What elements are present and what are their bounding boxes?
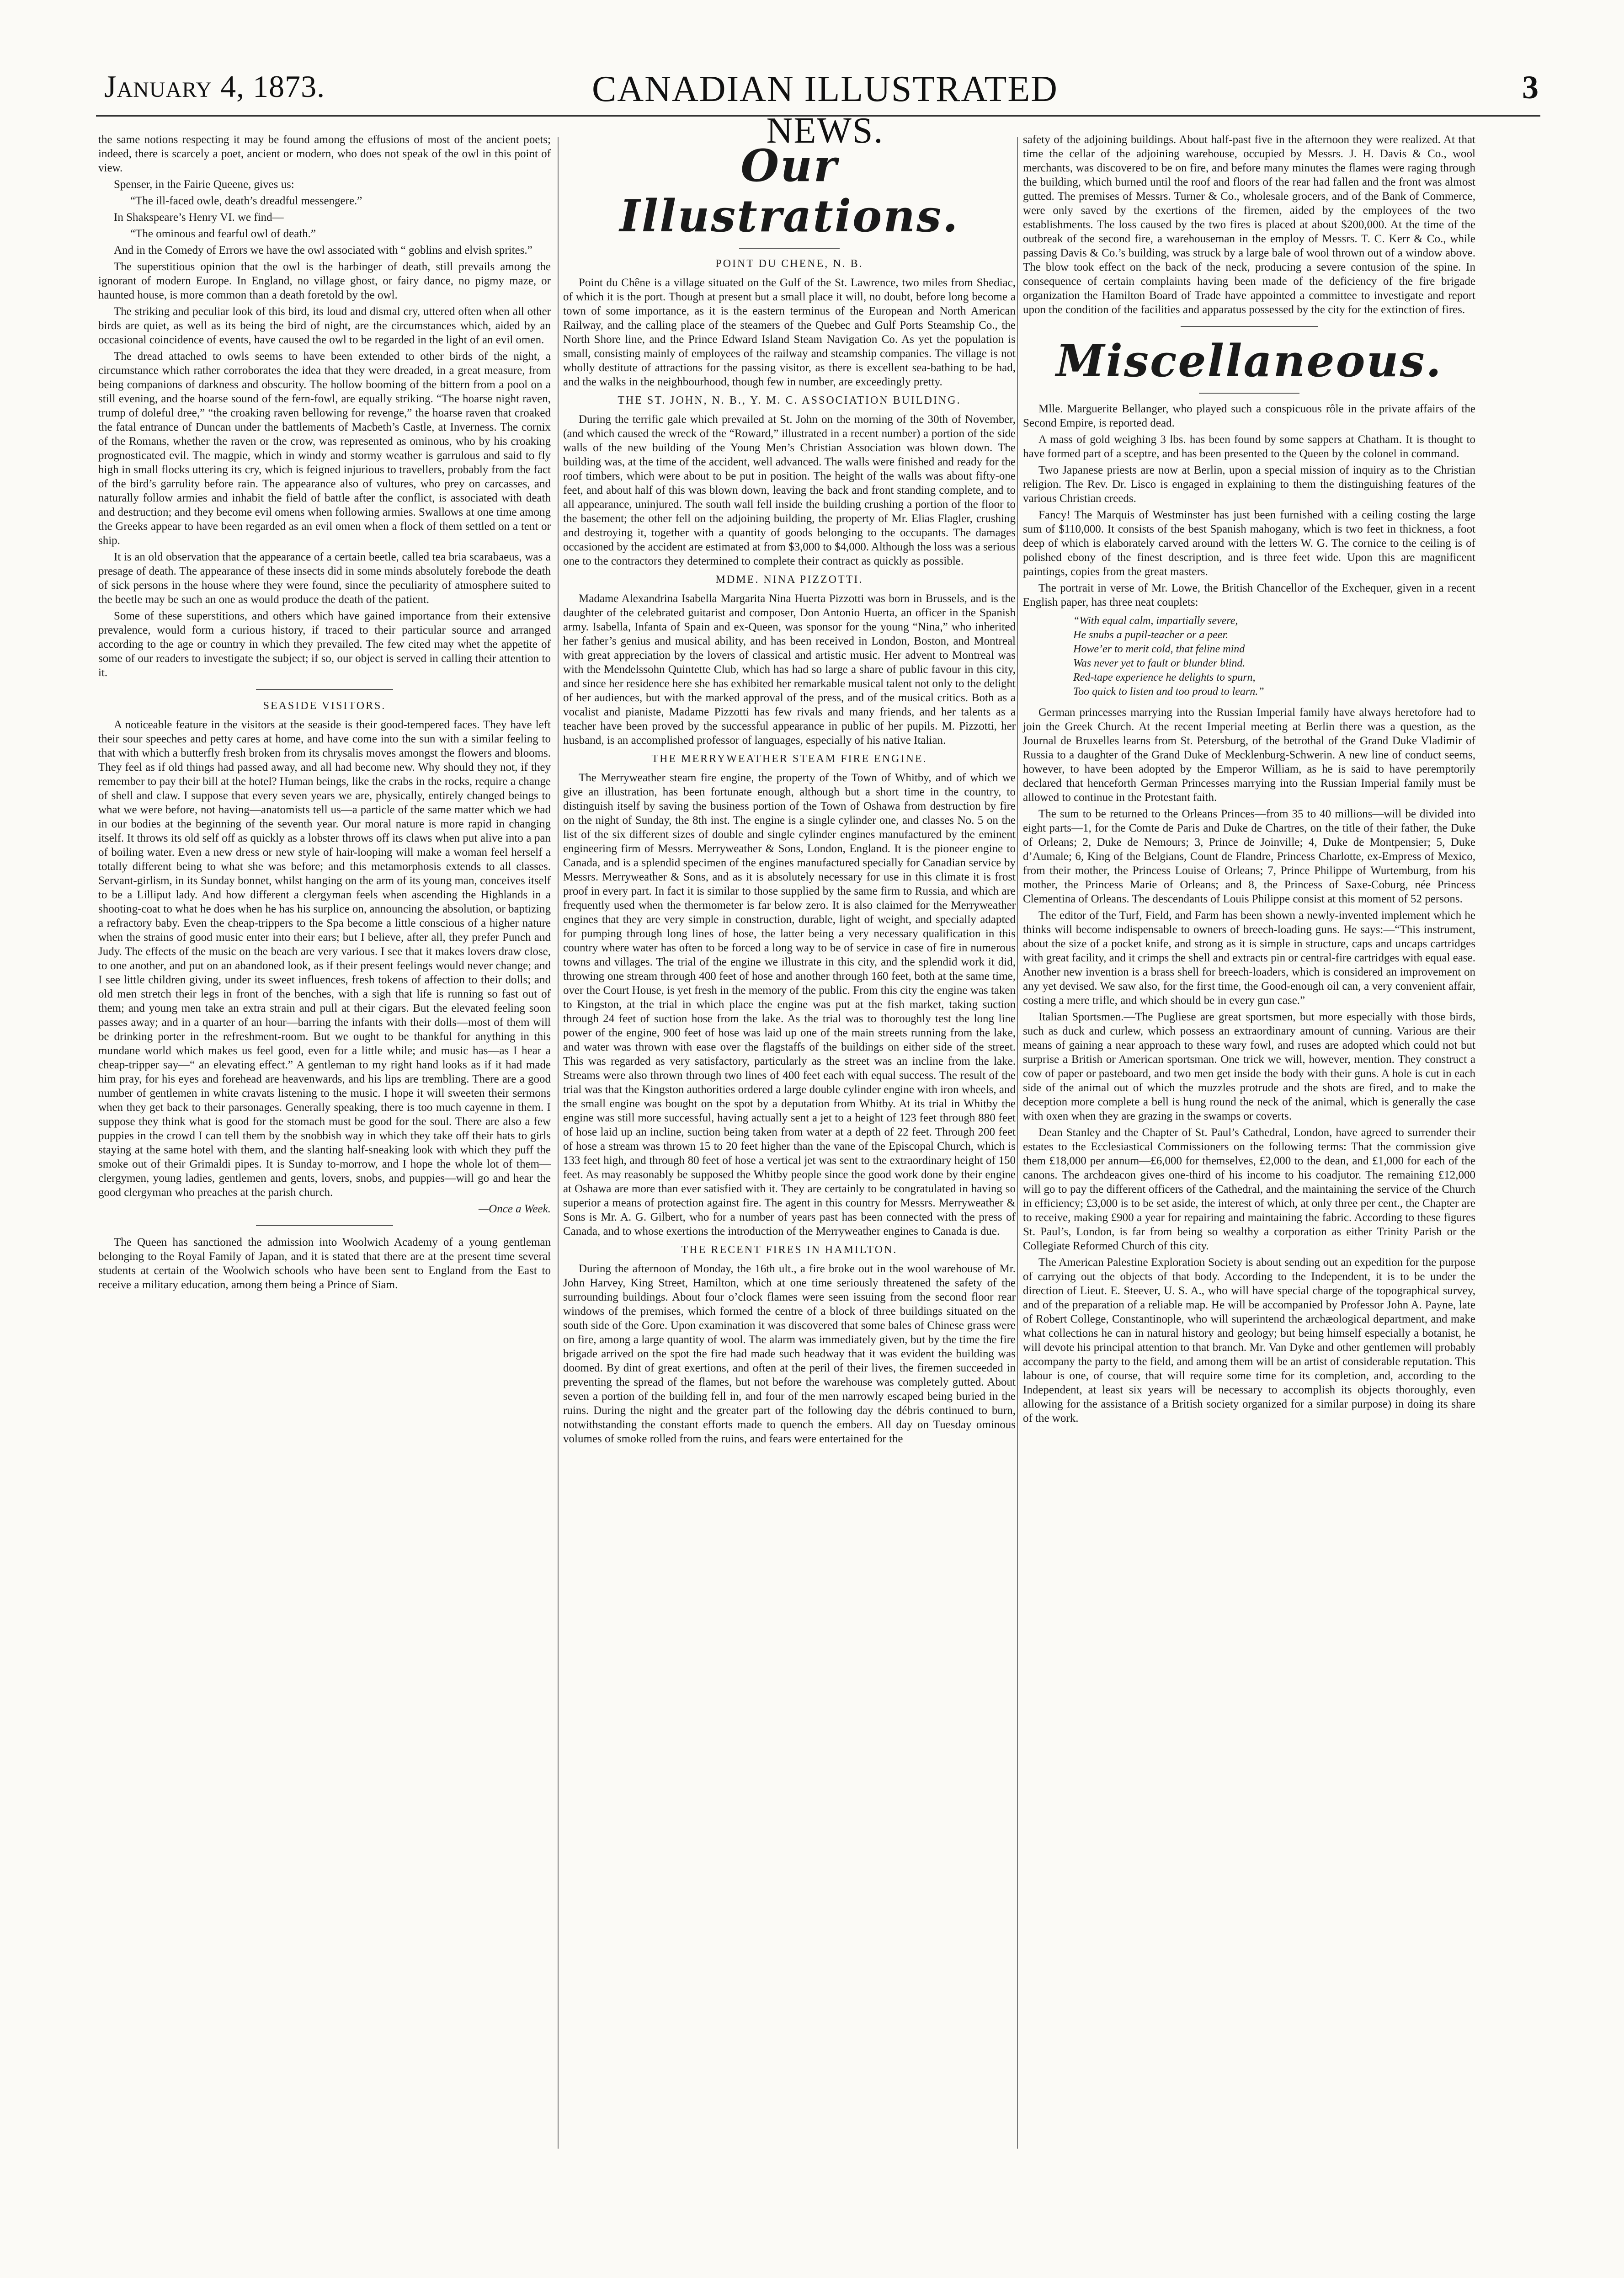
section-separator (256, 689, 393, 690)
article-paragraph: The superstitious opinion that the owl is the harbinger of death, still prevails among the ignorant of modern Europe. In England, no village ghost, or fairy dance, no pigmy maze, or haunted house, is more common than a death foretold by the owl. (98, 261, 551, 301)
subheading-nina-pizzotti: MDME. NINA PIZZOTTI. (715, 574, 863, 586)
section-heading-miscellaneous: Miscellaneous. (1056, 335, 1443, 387)
article-paragraph: Spenser, in the Fairie Queene, gives us: (114, 178, 294, 191)
subheading-ymca: THE ST. JOHN, N. B., Y. M. C. ASSOCIATION BUILDING. (618, 395, 961, 406)
article-paragraph: In Shakspeare’s Henry VI. we find— (114, 211, 284, 224)
subheading-point-du-chene: POINT DU CHENE, N. B. (715, 258, 863, 270)
article-paragraph: A mass of gold weighing 3 lbs. has been found by some sappers at Chatham. It is thought to have formed part of a sceptre, and has been presented to the Queen by the colonel in command. (1023, 433, 1475, 460)
article-paragraph: Mlle. Marguerite Bellanger, who played such a conspicuous rôle in the private affairs of the Second Empire, is reported dead. (1023, 403, 1475, 429)
subheading-hamilton-fires: THE RECENT FIRES IN HAMILTON. (681, 1244, 898, 1256)
section-heading-illustrations: Our Illustrations. (619, 140, 959, 242)
header-rule (96, 115, 1540, 117)
verse-line: Was never yet to fault or blunder blind. (1073, 657, 1246, 669)
column-divider (558, 137, 559, 2149)
article-paragraph: And in the Comedy of Errors we have the owl associated with “ goblins and elvish sprites.” (114, 244, 532, 256)
section-separator (256, 1225, 393, 1226)
article-paragraph: Point du Chêne is a village situated on the Gulf of the St. Lawrence, two miles from Shediac, of which it is the port. Though at present but a small place it will, no doubt, before long become a town of some importance, as it is the eastern terminus of the European and North American Railway, and the calling place of the steamers of the Quebec and Gulf Ports Steamship Co., the North Shore line, and the Prince Edward Island Steam Navigation Co. As yet the population is small, consisting mainly of employees of the railway and steamship companies. The village is not wholly destitute of attractions for the passing visitor, as there is excellent sea-bathing to be had, and the walks in the neighbourhood, though few in number, are exceedingly pretty. (563, 277, 1016, 388)
issue-date: January 4, 1873. (104, 69, 325, 104)
quotation: “The ill-faced owle, death’s dreadful messengere.” (130, 195, 362, 207)
article-paragraph: Dean Stanley and the Chapter of St. Paul’s Cathedral, London, have agreed to surrender their estates to the Ecclesiastical Commissioners on the following terms: That the commission give them £18,000 per annum—£6,000 for themselves, £2,000 to the dean, and £1,000 for each of the canons. The archdeacon gives one-third of his income to his coadjutor. The remaining £12,000 will go to pay the different officers of the Cathedral, and the maintaining the service of the Church in efficiency; £3,000 is to be set aside, the interest of which, at only three per cent., the Chapter are to receive, making £900 a year for repairing and maintaining the fabric. According to these figures St. Paul’s, London, is far from being so wealthy a corporation as either Trinity Parish or the Collegiate Reformed Church of this city. (1023, 1126, 1475, 1252)
article-paragraph: safety of the adjoining buildings. About half-past five in the afternoon they were realized. At that time the cellar of the adjoining warehouse, occupied by Messrs. J. H. Davis & Co., wool merchants, was discovered to be on fire, and before many minutes the flames were raging through the building, which burned until the roof and floors of the rear had fallen and the front was almost gutted. The premises of Messrs. Turner & Co., wholesale grocers, and of the Bank of Commerce, were only saved by the exertions of the firemen, aided by the employees of the two establishments. The loss caused by the two fires is placed at about $200,000. At the time of the outbreak of the second fire, a warehouseman in the employ of Messrs. T. C. Kerr & Co., while passing Davis & Co.’s building, was struck by a large bale of wool thrown out of a window above. The blow took effect on the back of the neck, producing a severe contusion of the spine. In consequence of certain complaints having been made of the deficiency of the fire brigade organization the Hamilton Board of Trade have appointed a committee to investigate and report upon the condition of the facilities and apparatus possessed by the city for the extinction of fires. (1023, 133, 1475, 316)
article-paragraph: Two Japanese priests are now at Berlin, upon a special mission of inquiry as to the Christian religion. The Rev. Dr. Lisco is engaged in explaining to them the distinguishing features of the various Christian creeds. (1023, 464, 1475, 505)
article-paragraph: The Queen has sanctioned the admission into Woolwich Academy of a young gentleman belonging to the Royal Family of Japan, and it is stated that there are at the present time several students at certain of the Woolwich schools who have been sent to England from the East to receive a military education, among them being a Prince of Siam. (98, 1236, 551, 1291)
verse-couplets (1073, 614, 1475, 699)
column-right (1023, 133, 1475, 1428)
column-divider (1017, 137, 1018, 2149)
quotation: “The ominous and fearful owl of death.” (130, 228, 316, 240)
article-paragraph: the same notions respecting it may be found among the effusions of most of the ancient poets; indeed, there is scarcely a poet, ancient or modern, who does not speak of the owl in this point of view. (98, 133, 551, 174)
verse-line: “With equal calm, impartially severe, (1073, 615, 1238, 627)
article-paragraph: The Merryweather steam fire engine, the property of the Town of Whitby, and of which we give an illustration, has been fortunate enough, although but a short time in the country, to distinguish itself by saving the business portion of the Town of Oshawa from destruction by fire on the night of Sunday, the 8th inst. The engine is a single cylinder one, and classes No. 5 on the list of the six different sizes of double and single cylinder engines manufactured by the eminent engineering firm of Messrs. Merryweather & Sons, London, England. It is the pioneer engine to Canada, and is a splendid specimen of the engines manufactured specially for Canadian service by Messrs. Merryweather & Sons, and as it is absolutely necessary for use in this climate it is frost proof in every part. In fact it is similar to those supplied by the same firm to Russia, and which are frequently used when the thermometer is far below zero. It is also claimed for the Merryweather engines that they are very simple in construction, durable, light of weight, and specially adapted for pumping through long lines of hose, the latter being a very necessary qualification in this country where water has often to be forced a long way to be of service in case of fire in numerous towns and villages. The trial of the engine we illustrate in this city, and the splendid work it did, throwing one stream through 400 feet of hose and another through 160 feet, both at the same time, over the Court House, is yet fresh in the memory of the public. From this city the engine was taken to Kingston, at the trial in which place the engine was put at the fish market, taking suction through 24 feet of suction hose from the lake. As the trial was to thoroughly test the long line power of the engine, 900 feet of hose was laid up one of the main streets running from the lake, and water was thrown with ease over the flagstaffs of the buildings on either side of the street. This was regarded as very satisfactory, particularly as the street was an incline from the lake. Streams were also thrown through two lines of 400 feet each with equal success. The result of the trial was that the Kingston authorities ordered a large double cylinder engine with iron wheels, and the small engine was bought on the spot by a deputation from Whitby. At its trial in Whitby the engine was still more successful, having actually sent a jet to a height of 123 feet through 880 feet of hose laid up an incline, suction being taken from water at a depth of 22 feet. Through 200 feet of hose a stream was thrown 15 to 20 feet higher than the vane of the Episcopal Church, which is 133 feet high, and through 80 feet of hose a vertical jet was sent to the extraordinary height of 150 feet. As may reasonably be supposed the Whitby people since the good work done by their engine at Oshawa are more than ever satisfied with it. They are certainly to be congratulated in having so superior a means of protection against fire. The agent in this country for Messrs. Merryweather & Sons is Mr. A. G. Gilbert, who for a number of years past has been connected with the press of Canada, and to whose exertions the introduction of the Merryweather engines to Canada is due. (563, 772, 1016, 1238)
heading-rule (739, 248, 840, 249)
article-paragraph: German princesses marrying into the Russian Imperial family have always heretofore had to join the Greek Church. At the recent Imperial meeting at Berlin there was a question, as the Journal de Bruxelles learns from St. Petersburg, of the betrothal of the Grand Duke Vladimir of Russia to a daughter of the Grand Duke of Mecklenburg-Schwerin. A new line of conduct seems, however, to have been adopted by the Emperor William, as he is said to have peremptorily declared that henceforth German Princesses marrying into the Russian Imperial family must be allowed to continue in the Protestant faith. (1023, 706, 1475, 804)
article-paragraph: Italian Sportsmen.—The Pugliese are great sportsmen, but more especially with those birds, such as duck and curlew, which possess an extraordinary amount of cunning. Various are their means of gaining a near approach to these wary fowl, and ruses are adopted which could not but surprise a British or American sportsman. One trick we will, however, mention. They construct a cow of paper or pasteboard, and two men get inside the body with their guns. A hole is cut in each side of the animal out of which the muzzles protrude and the shots are fired, and to make the deception more complete a bell is hung round the neck of the animal, which is generally the case with oxen when they are grazing in the swamps or coverts. (1023, 1011, 1475, 1122)
column-center (563, 133, 1016, 1448)
article-paragraph: Fancy! The Marquis of Westminster has just been furnished with a ceiling costing the large sum of $110,000. It consists of the best Spanish mahogany, which is two feet in thickness, a foot deep of which is elaborately carved around with the letters W. G. The cornice to the ceiling is of polished ebony of the finest description, and is three feet wide. Upon this are magnificent paintings, copies from the great masters. (1023, 509, 1475, 578)
verse-line: Howe’er to merit cold, that feline mind (1073, 643, 1245, 655)
article-paragraph: A noticeable feature in the visitors at the seaside is their good-tempered faces. They have left their sour speeches and petty cares at home, and have come into the sun with a similar feeling to that with which a butterfly fresh broken from its chrysalis moves amongst the flowers and blooms. They feel as if old things had passed away, and all had become new. Why should they not, if they remember to pay their bill at the hotel? Human beings, like the crabs in the rocks, require a change of shell and claw. I suppose that every seven years we are, physically, entirely changed beings to what we were before, not having—anatomists tell us—a particle of the same matter which we had in our bodies at the beginning of the seventh year. Our moral nature is more rapid in changing itself. It throws its old self off as quickly as a lobster throws off its claws when put alive into a pan of boiling water. Even a new dress or new style of hair-looping will make a woman feel herself a totally different being to what she was before; and this metamorphosis extends to all classes. Servant-girlism, in its Sunday bonnet, whilst hanging on the arm of its young man, conceives itself to be a Lilliput lady. And how different a clergyman feels when ascending the Highlands in a shooting-coat to what he does when he has his surplice on, announcing the absolution, or baptizing a refractory baby. Even the cheap-trippers to the Spa become a little conscious of a higher nature when the strains of good music enter into their ears; but I believe, after all, they prefer Punch and Judy. The effects of the music on the beach are very various. I see that it makes lovers draw close, to one another, and put on an abandoned look, as if their present feelings would never change; and I see little children giving, under its sweet influences, fresh tokens of affection to their dolls; and old men stretch their legs in front of the benches, with a sigh that life is running so fast out of them; and young men take an extra strain and pull at their cigars. But the elevated feeling soon passes away; and in a quarter of an hour—barring the infants with their dolls—most of them will be drinking porter in the refreshment-room. But we ought to be thankful for anything in this mundane world which makes us feel good, even for a little while; and music has—as I hear a cheap-tripper say—“ an elevating effect.” A gentleman to my right hand looks as if it had made him pray, for his eyes and forehead are heavenwards, and his lips are trembling. There are a good number of gentlemen in white cravats listening to the music. I hope it will sweeten their sermons when they get back to their parsonages. Generally speaking, there is too much cayenne in them. I suppose they think what is good for the stomach must be good for the soul. There are also a few puppies in the crowd I can tell them by the snobbish way in which they take off their hats to girls staying at the same hotel with them, and the slanting half-sneaking look with which they puff the smoke out of their Grimaldi pipes. It is Sunday to-morrow, and I hope the whole lot of them—clergymen, young ladies, gentlemen and gents, lovers, snobs, and puppies—will go and hear the good clergyman who preaches at the parish church. (98, 719, 551, 1199)
article-paragraph: Some of these superstitions, and others which have gained importance from their extensive prevalence, would form a curious history, if traced to their particular source and arranged according to the age or country in which they prevailed. The few cited may whet the appetite of some of our readers to investigate the subject; if so, our object is served in calling their attention to it. (98, 610, 551, 679)
article-paragraph: Madame Alexandrina Isabella Margarita Nina Huerta Pizzotti was born in Brussels, and is the daughter of the celebrated guitarist and composer, Don Antonio Huerta, an officer in the Spanish army. Isabella, Infanta of Spain and ex-Queen, was sponsor for the young “Nina,” who inherited her father’s genius and musical ability, and has been received in London, Boston, and Montreal with great appreciation by the lovers of classical and artistic music. Her advent to Montreal was with the Mendelssohn Quintette Club, which has had so large a share of public favour in this city, and since her residence here she has exhibited her remarkable musical talent not only to the delight of her audiences, but with the marked approval of the press, and of the musical critics. Both as a vocalist and pianiste, Madame Pizzotti has few rivals and many friends, and her talents as a teacher have been proved by the successful appearance in public of her pupils. M. Pizzotti, her husband, is an accomplished professor of languages, especially of his native Italian. (563, 592, 1016, 747)
subheading-fire-engine: THE MERRYWEATHER STEAM FIRE ENGINE. (651, 753, 927, 765)
article-paragraph: The portrait in verse of Mr. Lowe, the British Chancellor of the Exchequer, given in a recent English paper, has three neat couplets: (1023, 582, 1475, 608)
article-paragraph: The editor of the Turf, Field, and Farm has been shown a newly-invented implement which he thinks will become indispensable to owners of breech-loading guns. He says:—“This instrument, about the size of a pocket knife, and strong as it is simple in structure, caps and uncaps cartridges with great facility, and it crimps the shell and extracts pin or central-fire cartridges with equal ease. Another new invention is a brass shell for breech-loaders, which is considered an improvement on any yet devised. We saw also, for the first time, the Good-enough oil can, a very convenient affair, costing a mere trifle, and which should be in every gun case.” (1023, 909, 1475, 1007)
article-paragraph: The dread attached to owls seems to have been extended to other birds of the night, a circumstance which rather corroborates the idea that they were dreaded, in a great measure, from being companions of darkness and obscurity. The hollow booming of the bittern from a pool on a still evening, and the hoarse sound of the fern-fowl, are equally striking. “The hoarse night raven, trump of doleful dree,” “the croaking raven bellowing for revenge,” the hoarse raven that croaked the fatal entrance of Duncan under the battlements of Macbeth’s Castle, at Inverness. The cornix of the Romans, whether the raven or the crow, was represented as ominous, who by his croaking prognosticated evil. The magpie, which in windy and stormy weather is garrulous and said to fly high in small flocks uttering its cry, which is feigned injurious to travellers, probably from the fact of the bird’s garrulity before rain. The appearance also of vultures, who prey on carcasses, and naturally follow armies and inhabit the field of battle after the conflict, is associated with death and destruction; and they become evil omens when following armies. Swallows at one time among the Greeks appear to have been regarded as an evil omen when a flock of them settled on a tent or ship. (98, 350, 551, 547)
verse-line: Red-tape experience he delights to spurn, (1073, 672, 1256, 683)
article-paragraph: It is an old observation that the appearance of a certain beetle, called tea bria scarabaeus, was a presage of death. The appearance of these insects did in some minds absolutely forebode the death of sick persons in the house where they were found, since the peculiarity of atmosphere suited to the beetle may be such an one as would produce the death of the patient. (98, 551, 551, 606)
page-number: 3 (1522, 69, 1539, 106)
section-separator (1181, 326, 1318, 327)
article-paragraph: The sum to be returned to the Orleans Princes—from 35 to 40 millions—will be divided into eight parts—1, for the Comte de Paris and Duke de Chartres, on the title of their father, the Duke of Orleans; 2, Duke de Nemours; 3, Prince de Joinville; 4, Duke de Montpensier; 5, Duke d’Aumale; 6, King of the Belgians, Count de Flandre, Princess Charlotte, ex-Empress of Mexico, from their mother, the Princess Louise of Orleans; 7, Prince Philippe of Wurtemburg, from his mother, the Princess Marie of Orleans; and 8, the Princess of Saxe-Coburg, née Princess Clementina of Orleans. The descendants of Louis Philippe consist at this moment of 52 persons. (1023, 808, 1475, 905)
column-left (98, 133, 551, 1294)
verse-line: He snubs a pupil-teacher or a peer. (1073, 629, 1229, 641)
newspaper-title: CANADIAN ILLUSTRATED NEWS. (592, 69, 1058, 151)
verse-line: Too quick to listen and too proud to learn.” (1073, 686, 1264, 698)
article-paragraph: The American Palestine Exploration Society is about sending out an expedition for the purpose of carrying out the objects of that body. According to the Independent, it is to be under the direction of Lieut. E. Steever, U. S. A., who will have special charge of the topographical survey, and of the preparation of a reliable map. He will be accompanied by Professor John A. Payne, late of Robert College, Constantinople, who will superintend the archæological department, and make what collections he can in natural history and geology; but being himself especially a botanist, he will devote his principal attention to that branch. Mr. Van Dyke and other gentlemen will probably accompany the party to the field, and among them will be an artist of considerable reputation. This labour is one, of course, that will require some time for its completion, and, according to the Independent, at least six years will be necessary to accomplish its objects thoroughly, even allowing for the assistance of a British society organized for a similar purpose) in doing its share of the work. (1023, 1256, 1475, 1424)
article-paragraph: During the terrific gale which prevailed at St. John on the morning of the 30th of November, (and which caused the wreck of the “Roward,” illustrated in a recent number) a portion of the side walls of the new building of the Young Men’s Christian Association was blown down. The building was, at the time of the accident, well advanced. The walls were finished and ready for the roof timbers, which were about to be put in position. The height of the walls was about fifty-one feet, and about half of this was blown down, leaving the back and front standing complete, and to all appearance, uninjured. The south wall fell inside the building crushing a portion of the floor to the basement; the other fell on the adjoining building, the property of Mr. Elias Flagler, crushing and destroying it, together with a quantity of goods belonging to the occupants. The damages occasioned by the accident are estimated at from $3,000 to $4,000. Although the loss was a serious one to the contractors they determined to complete their contract as quickly as possible. (563, 413, 1016, 567)
section-heading-seaside: SEASIDE VISITORS. (263, 700, 386, 712)
article-paragraph: During the afternoon of Monday, the 16th ult., a fire broke out in the wool warehouse of Mr. John Harvey, King Street, Hamilton, which at one time seriously threatened the safety of the surrounding buildings. About four o’clock flames were seen issuing from the second floor rear windows of the premises, which formed the centre of a block of three buildings situated on the south side of the Gore. Upon examination it was discovered that some bales of Chinese grass were on fire, among a large quantity of wool. The alarm was immediately given, but by the time the fire brigade arrived on the spot the fire had made such headway that it was evident the building was doomed. By dint of great exertions, and often at the peril of their lives, the firemen succeeded in preventing the spread of the flames, but not before the warehouse was completely gutted. About seven a portion of the building fell in, and four of the men narrowly escaped being buried in the ruins. During the night and the greater part of the following day the débris continued to burn, notwithstanding the constant efforts made to quench the embers. All day on Tuesday ominous volumes of smoke rolled from the ruins, and fears were entertained for the (563, 1263, 1016, 1445)
heading-rule (1199, 393, 1299, 394)
article-paragraph: The striking and peculiar look of this bird, its loud and dismal cry, uttered often when all other birds are quiet, as well as its being the bird of night, are the circumstances which, aided by an occasional coincidence of events, have caused the owl to be regarded in the light of an evil omen. (98, 305, 551, 346)
article-source: —Once a Week. (478, 1203, 551, 1215)
